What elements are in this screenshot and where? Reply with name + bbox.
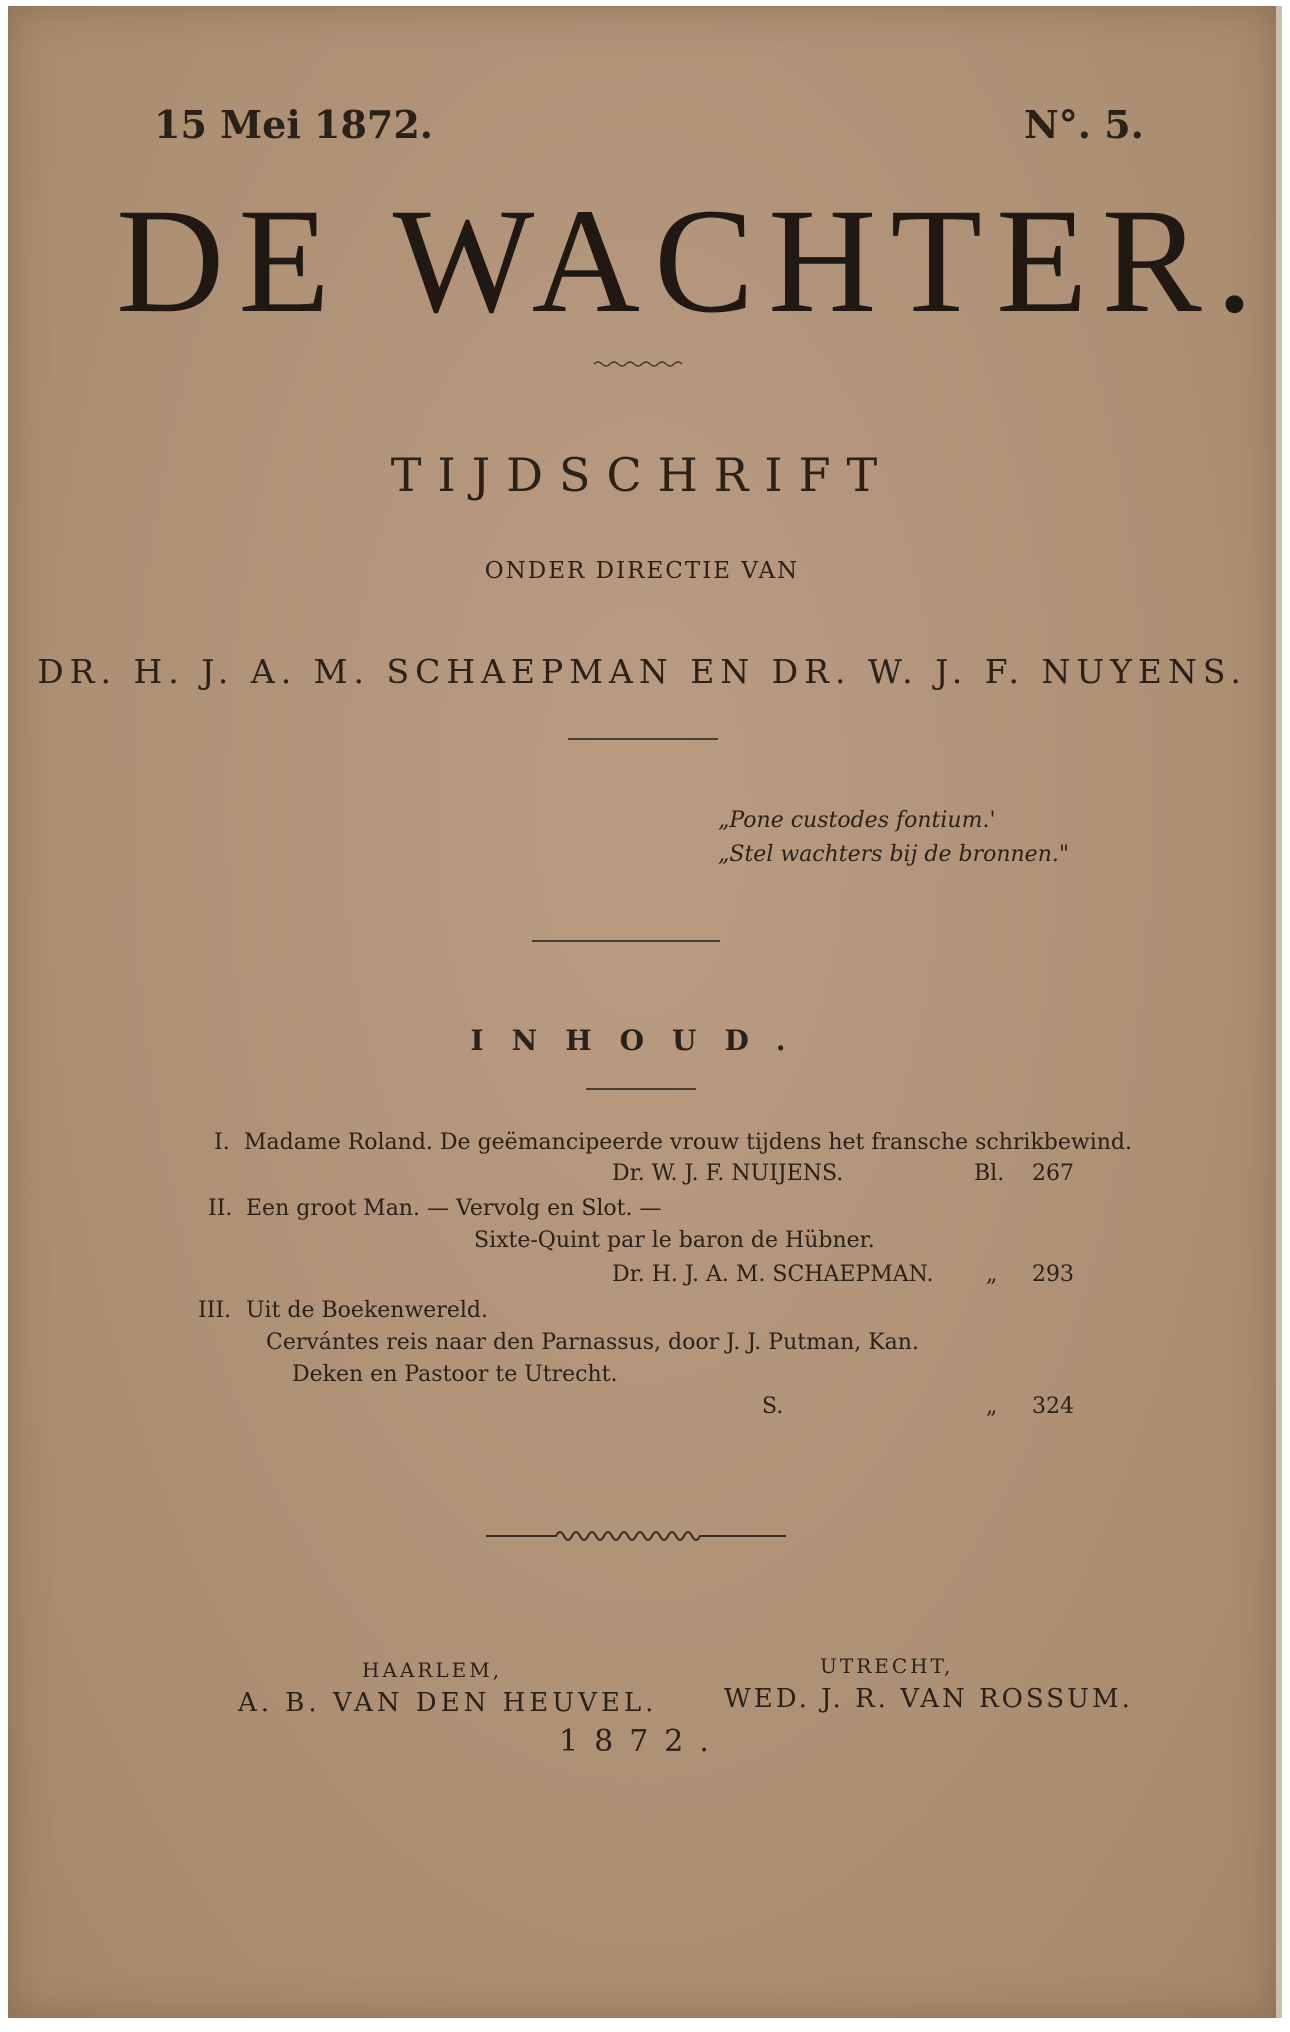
toc-page-prefix: Bl. <box>974 1161 1005 1186</box>
divider-rule <box>568 738 718 740</box>
toc-line: Deken en Pastoor te Utrecht. <box>292 1362 618 1387</box>
publisher-name-left: A. B. VAN DEN HEUVEL. <box>238 1688 658 1718</box>
toc-page: 324 <box>1032 1394 1074 1419</box>
toc-page-prefix: „ <box>986 1394 998 1419</box>
ornament-wave-small <box>592 358 688 370</box>
publisher-name-right: WED. J. R. VAN ROSSUM. <box>724 1684 1133 1714</box>
toc-line: Cervántes reis naar den Parnassus, door J. J. Putman, Kan. <box>266 1330 919 1355</box>
ornament-wave-large <box>486 1522 786 1546</box>
divider-rule <box>586 1088 696 1090</box>
toc-page-prefix: „ <box>986 1262 998 1287</box>
contents-heading: INHOUD. <box>470 1024 814 1057</box>
magazine-title: DE WACHTER. <box>116 178 1268 344</box>
toc-page: 293 <box>1032 1262 1074 1287</box>
direction-label: ONDER DIRECTIE VAN <box>484 558 800 584</box>
toc-numeral: III. <box>198 1298 232 1323</box>
toc-title: Een groot Man. — Vervolg en Slot. — <box>246 1196 662 1221</box>
toc-numeral: II. <box>208 1196 233 1221</box>
subtitle: TIJDSCHRIFT <box>390 448 894 502</box>
magazine-cover <box>8 6 1282 2018</box>
toc-author: Dr. H. J. A. M. SCHAEPMAN. <box>612 1262 934 1287</box>
toc-title: Uit de Boekenwereld. <box>246 1298 488 1323</box>
toc-subtitle: Sixte-Quint par le baron de Hübner. <box>474 1228 875 1253</box>
motto-dutch: „Stel wachters bij de bronnen." <box>718 842 1069 867</box>
issue-number: N°. 5. <box>1024 102 1144 147</box>
toc-author: S. <box>762 1394 784 1419</box>
publication-year: 1872. <box>559 1724 725 1759</box>
toc-title: Madame Roland. De geëmancipeerde vrouw tijdens het fransche schrikbewind. <box>244 1130 1133 1155</box>
editors: DR. H. J. A. M. SCHAEPMAN EN DR. W. J. F. NUYENS. <box>37 652 1247 691</box>
publisher-city-right: UTRECHT, <box>820 1654 954 1678</box>
toc-page: 267 <box>1032 1161 1074 1186</box>
issue-date: 15 Mei 1872. <box>154 102 434 147</box>
toc-author: Dr. W. J. F. NUIJENS. <box>612 1161 844 1186</box>
motto-latin: „Pone custodes fontium.' <box>718 808 996 833</box>
publisher-city-left: HAARLEM, <box>362 1658 503 1682</box>
divider-rule <box>532 940 720 942</box>
toc-numeral: I. <box>214 1130 230 1155</box>
